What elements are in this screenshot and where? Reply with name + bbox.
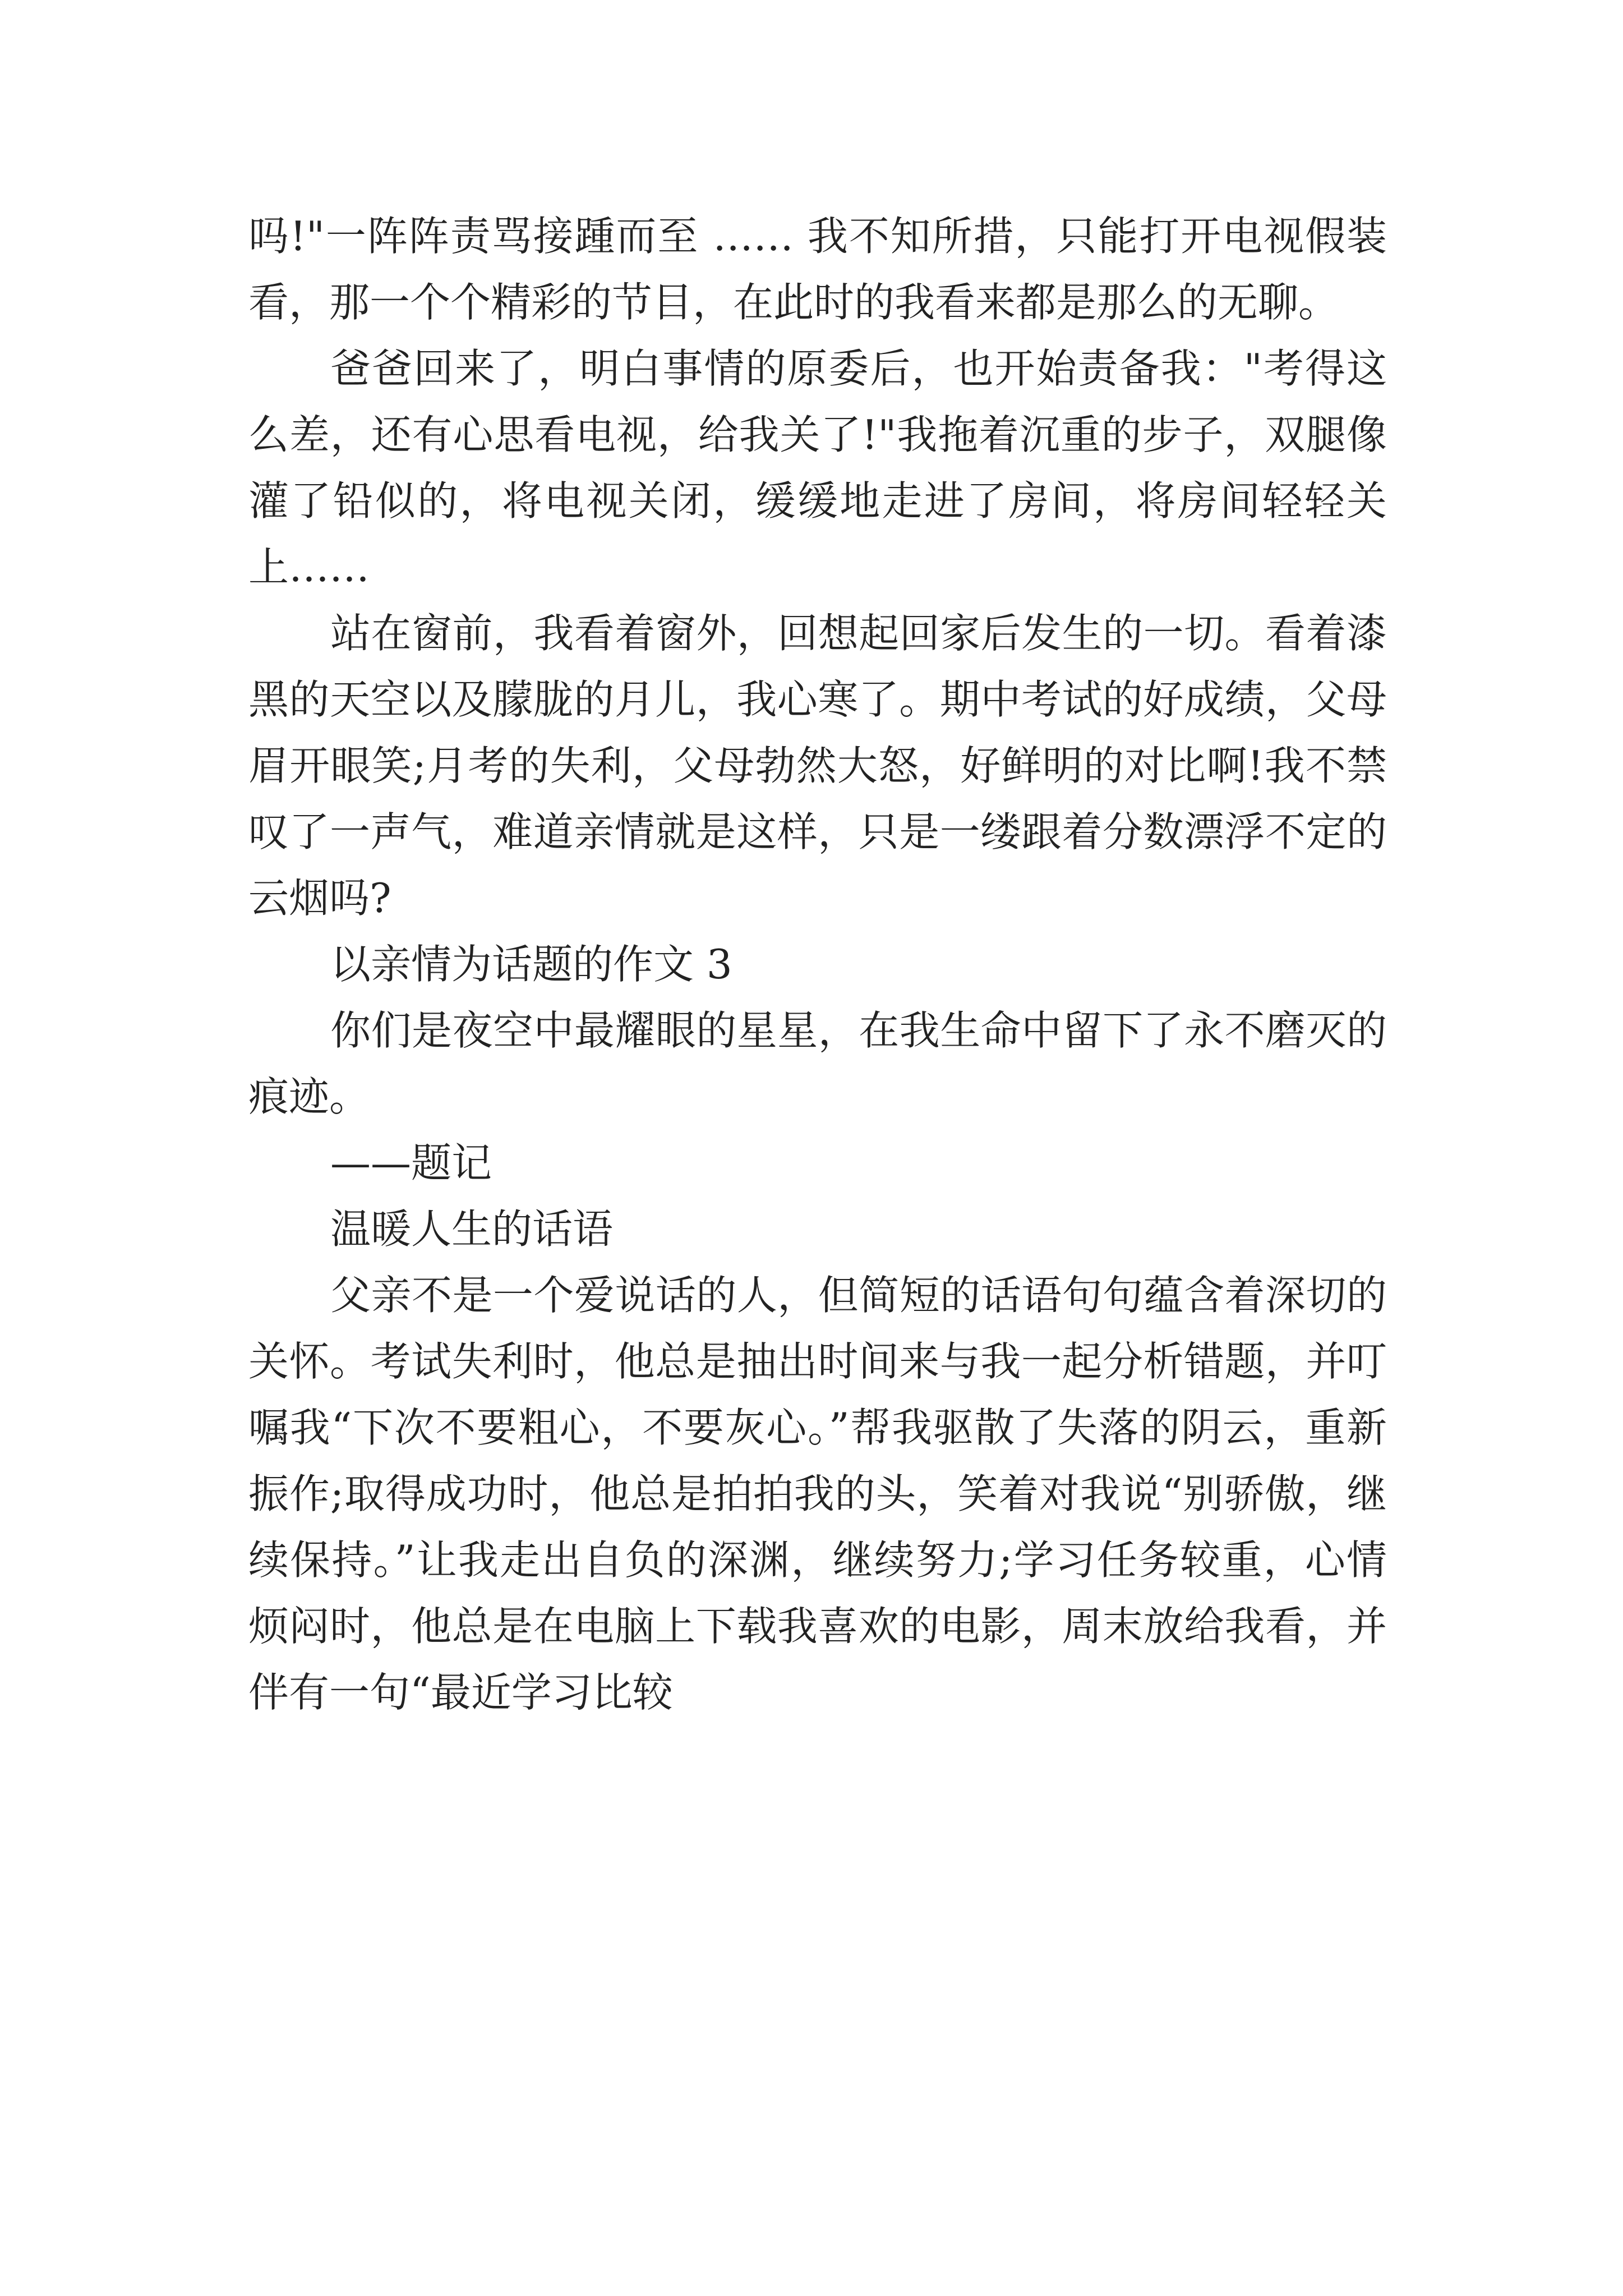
paragraph-continued: 吗!"一阵阵责骂接踵而至 …… 我不知所措，只能打开电视假装看，那一个个精彩的节目，在此时的我看来都是那么的无聊。 [248, 213, 1387, 326]
paragraph: 站在窗前，我看着窗外，回想起回家后发生的一切。看着漆黑的天空以及朦胧的月儿，我心寒了。期中考试的好成绩，父母眉开眼笑;月考的失利，父母勃然大怒，好鲜明的对比啊!我不禁叹了一声气，难道亲情就是这样，只是一缕跟着分数漂浮不定的云烟吗? [248, 610, 1387, 922]
paragraph: 爸爸回来了，明白事情的原委后，也开始责备我："考得这么差，还有心思看电视，给我关了!"我拖着沉重的步子，双腿像灌了铅似的，将电视关闭，缓缓地走进了房间，将房间轻轻关上…… [248, 345, 1387, 591]
document-body [248, 203, 1387, 1726]
essay-heading: 以亲情为话题的作文 3 [330, 941, 732, 988]
paragraph: 父亲不是一个爱说话的人，但简短的话语句句蕴含着深切的关怀。考试失利时，他总是抽出时间来与我一起分析错题，并叮嘱我“下次不要粗心，不要灰心。”帮我驱散了失落的阴云，重新振作;取得成功时，他总是拍拍我的头，笑着对我说“别骄傲，继续保持。”让我走出自负的深渊，继续努力;学习任务较重，心情烦闷时，他总是在电脑上下载我喜欢的电影，周末放给我看，并伴有一句“最近学习比较 [248, 1272, 1387, 1716]
paragraph: 你们是夜空中最耀眼的星星，在我生命中留下了永不磨灭的痕迹。 [248, 1007, 1387, 1120]
section-heading: 温暖人生的话语 [330, 1205, 614, 1253]
epigraph-attribution: ——题记 [330, 1139, 492, 1186]
